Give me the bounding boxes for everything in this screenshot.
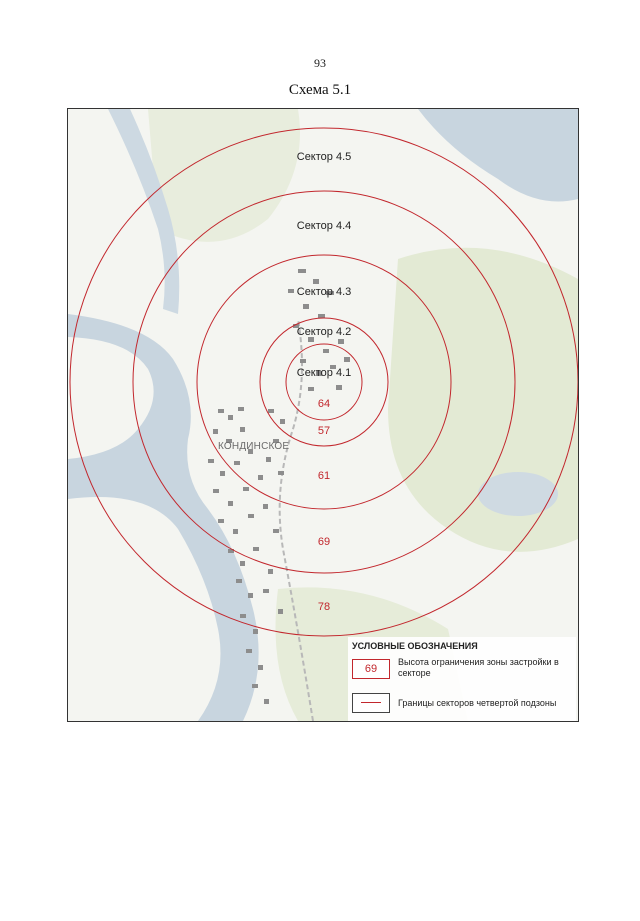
lake-east (478, 472, 558, 516)
page-number: 93 (314, 56, 326, 70)
map-legend (348, 637, 576, 721)
sector-label-4-2: Сектор 4.2 (296, 326, 352, 338)
height-label-sector-4-3: 61 (317, 470, 331, 482)
legend-boundary-text: Границы секторов четвертой подзоны (398, 698, 557, 708)
legend-title: УСЛОВНЫЕ ОБОЗНАЧЕНИЯ (352, 641, 478, 651)
legend-boundary-swatch (352, 693, 390, 713)
height-label-sector-4-1: 64 (317, 398, 331, 410)
sector-label-4-5: Сектор 4.5 (296, 151, 352, 163)
legend-height-text: Высота ограничения зоны застройки в секторе (398, 657, 559, 678)
height-label-sector-4-5: 78 (317, 601, 331, 613)
legend-height-swatch: 69 (352, 659, 390, 679)
height-label-sector-4-4: 69 (317, 536, 331, 548)
sector-label-4-1: Сектор 4.1 (296, 367, 352, 379)
height-label-sector-4-2: 57 (317, 425, 331, 437)
village-label: КОНДИНСКОЕ (218, 441, 290, 452)
scheme-title: Схема 5.1 (288, 82, 352, 98)
map-frame (67, 108, 579, 722)
sector-label-4-3: Сектор 4.3 (296, 286, 352, 298)
sector-label-4-4: Сектор 4.4 (296, 220, 352, 232)
map-canvas (68, 109, 578, 721)
